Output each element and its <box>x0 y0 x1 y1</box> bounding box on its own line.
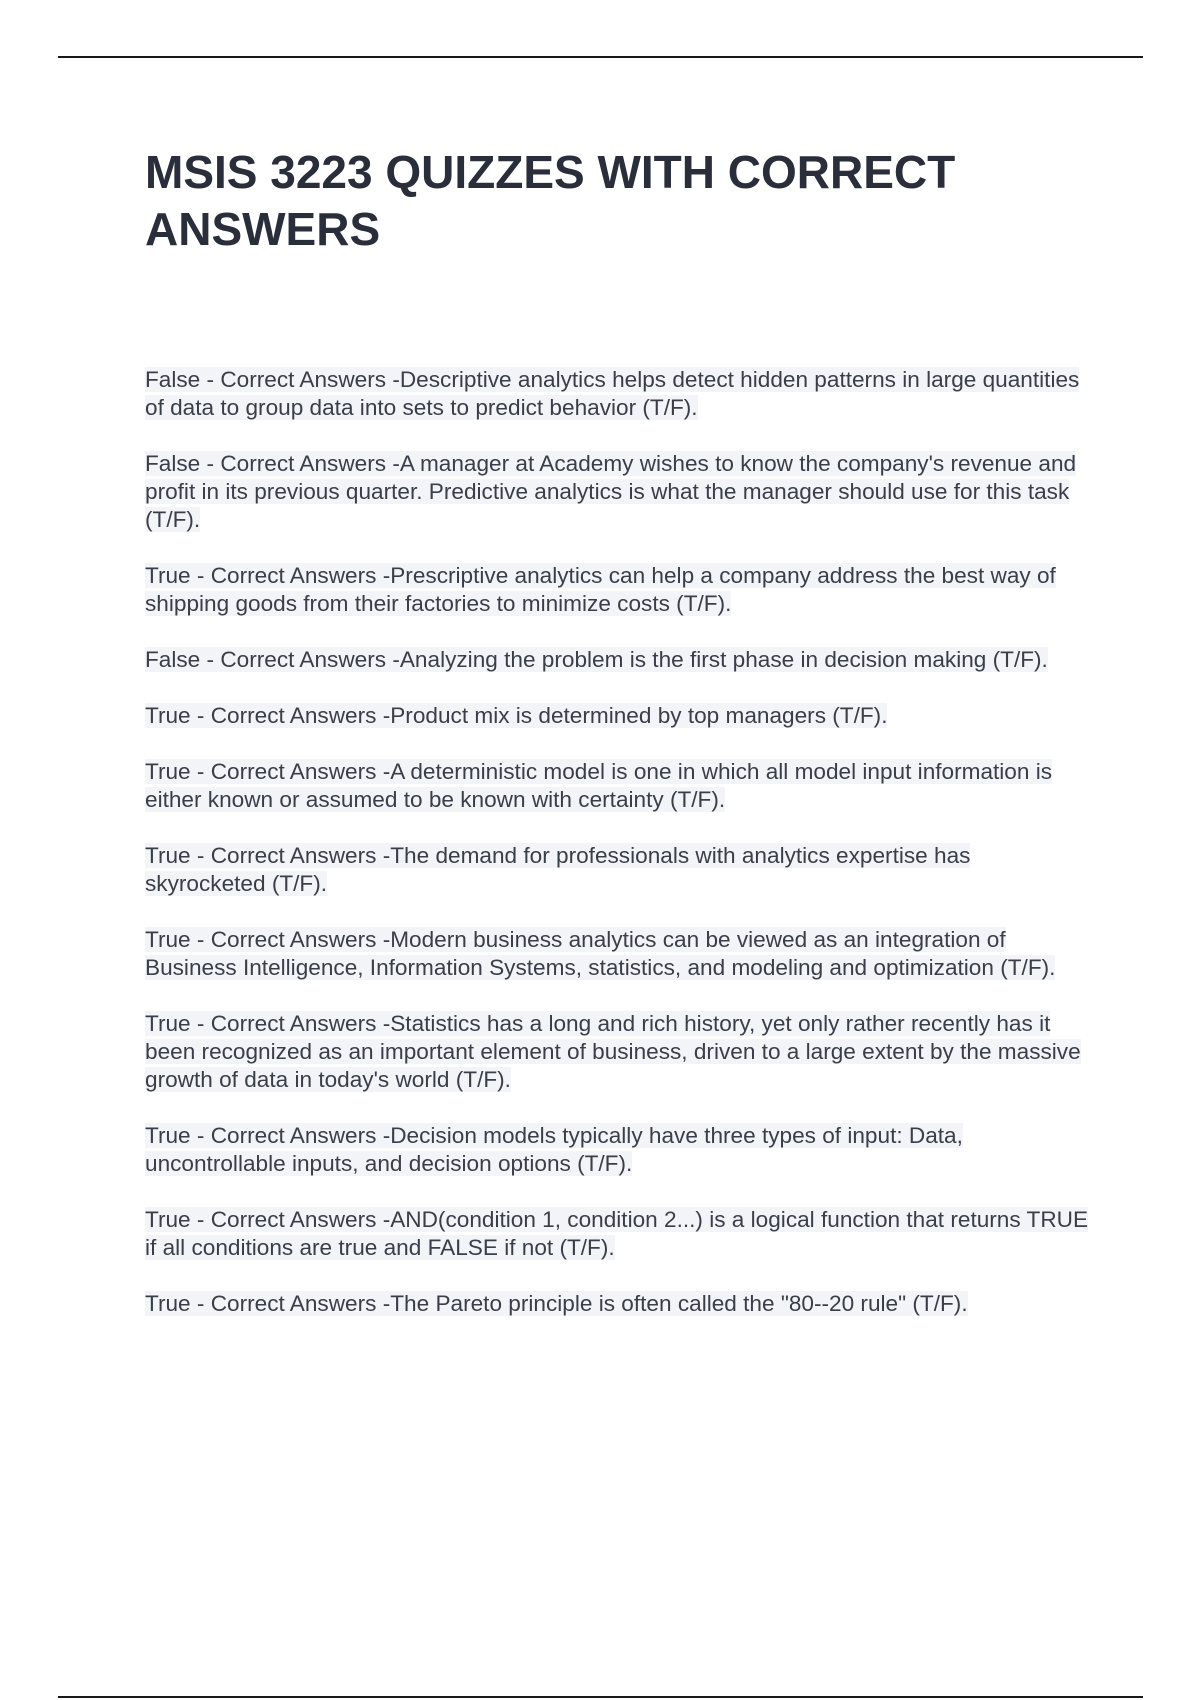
qa-item-1 <box>145 366 1090 422</box>
qa-item-2 <box>145 450 1090 534</box>
qa-item-5 <box>145 702 1090 730</box>
qa-item-text: True - Correct Answers -Product mix is determined by top managers (T/F). <box>145 703 888 728</box>
qa-item-text: True - Correct Answers -Decision models typically have three types of input: Data, uncontrollable inputs, and decision options (T/F). <box>145 1123 963 1176</box>
qa-item-text: True - Correct Answers -The demand for professionals with analytics expertise has skyrocketed (T/F). <box>145 843 971 896</box>
qa-item-9 <box>145 1010 1090 1094</box>
qa-item-4 <box>145 646 1090 674</box>
qa-item-text: False - Correct Answers -Analyzing the problem is the first phase in decision making (T/F). <box>145 647 1048 672</box>
qa-item-3 <box>145 562 1090 618</box>
qa-item-12 <box>145 1290 1090 1318</box>
qa-list <box>145 366 1090 1346</box>
qa-item-7 <box>145 842 1090 898</box>
top-rule <box>58 56 1143 58</box>
qa-item-text: True - Correct Answers -Prescriptive analytics can help a company address the best way of shipping goods from their factories to minimize costs (T/F). <box>145 563 1056 616</box>
qa-item-8 <box>145 926 1090 982</box>
qa-item-text: True - Correct Answers -Statistics has a long and rich history, yet only rather recently has it been recognized as an important element of business, driven to a large extent by the massive growth of data in today's world (T/F). <box>145 1011 1081 1092</box>
qa-item-text: True - Correct Answers -AND(condition 1, condition 2...) is a logical function that returns TRUE if all conditions are true and FALSE if not (T/F). <box>145 1207 1089 1260</box>
qa-item-6 <box>145 758 1090 814</box>
qa-item-text: False - Correct Answers -A manager at Academy wishes to know the company's revenue and profit in its previous quarter. Predictive analytics is what the manager should use for this task (T/F). <box>145 451 1077 532</box>
qa-item-text: True - Correct Answers -Modern business analytics can be viewed as an integration of Business Intelligence, Information Systems, statistics, and modeling and optimization (T/F). <box>145 927 1056 980</box>
qa-item-10 <box>145 1122 1090 1178</box>
page-title: MSIS 3223 QUIZZES WITH CORRECT ANSWERS <box>145 146 956 255</box>
qa-item-text: True - Correct Answers -The Pareto principle is often called the "80--20 rule" (T/F). <box>145 1291 968 1316</box>
qa-item-text: True - Correct Answers -A deterministic model is one in which all model input information is either known or assumed to be known with certainty (T/F). <box>145 759 1053 812</box>
bottom-rule <box>58 1696 1143 1698</box>
qa-item-11 <box>145 1206 1090 1262</box>
qa-item-text: False - Correct Answers -Descriptive analytics helps detect hidden patterns in large quantities of data to group data into sets to predict behavior (T/F). <box>145 367 1080 420</box>
